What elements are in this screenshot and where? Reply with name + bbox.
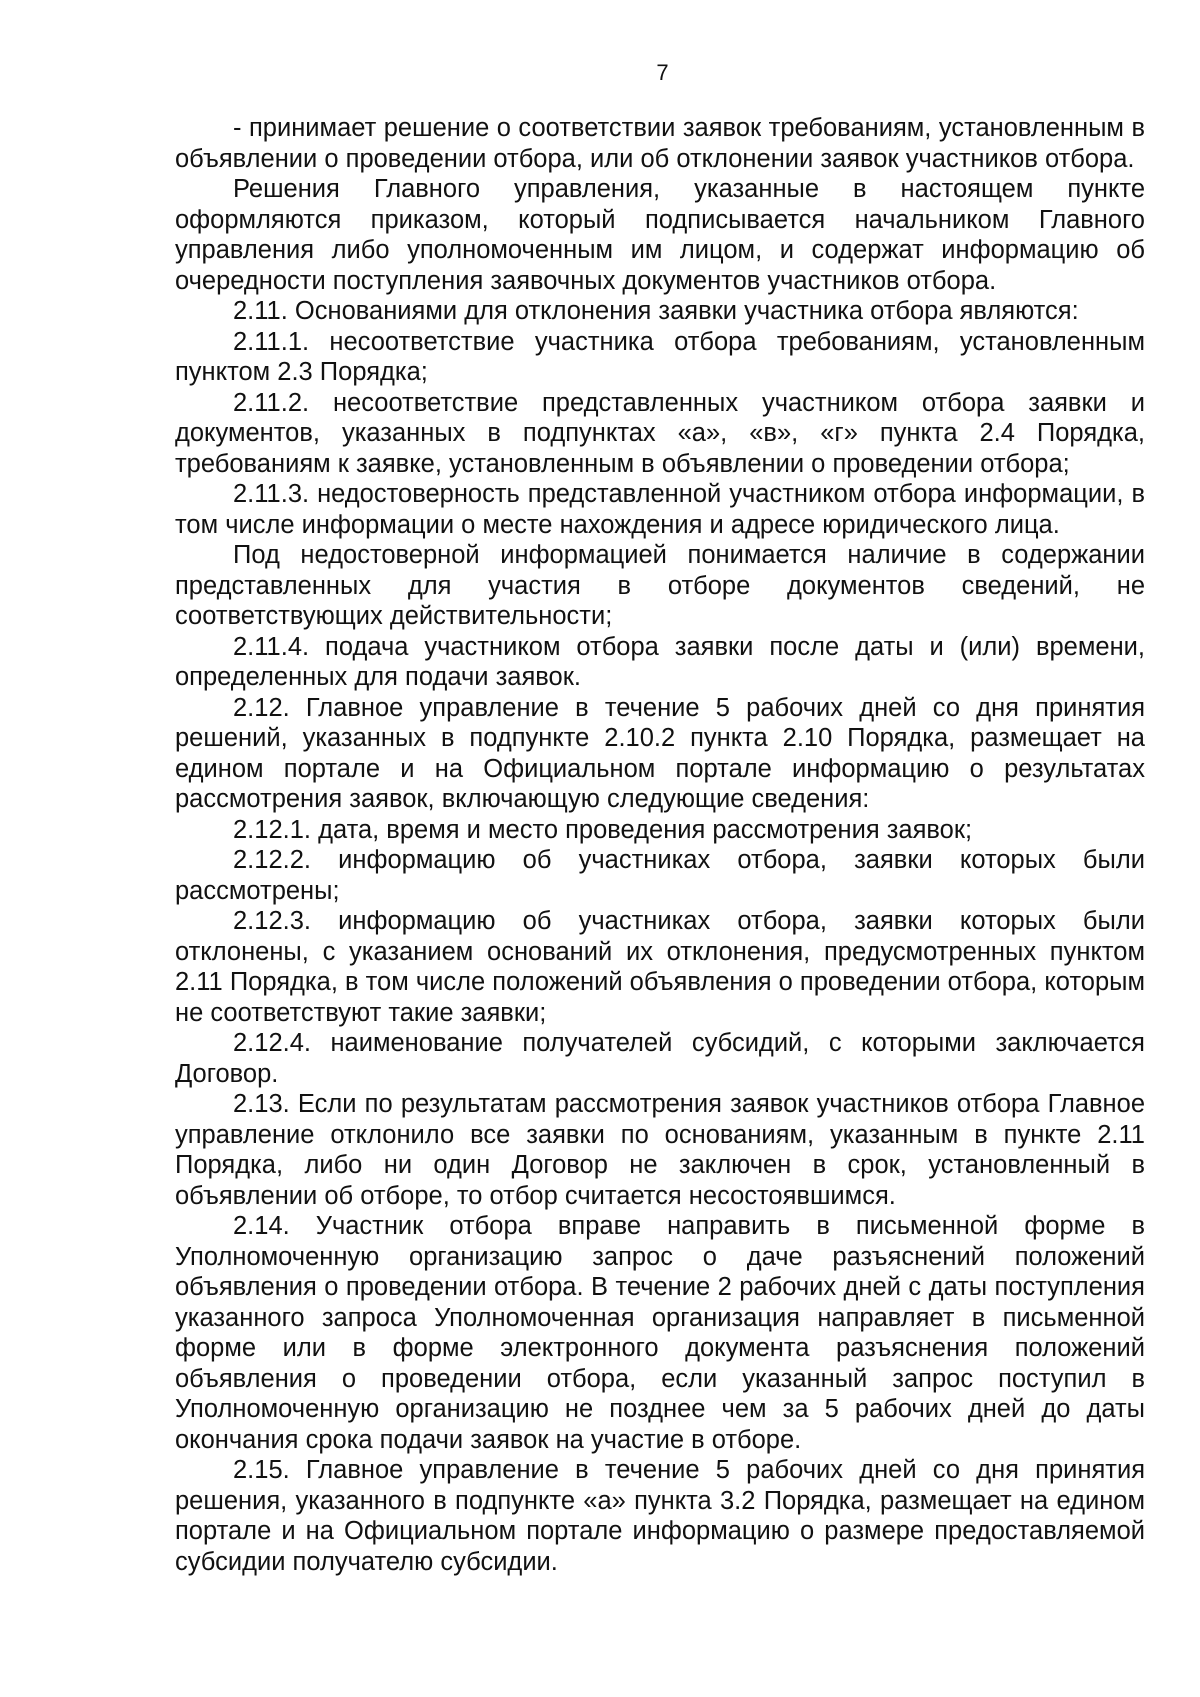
paragraph: 2.11.1. несоответствие участника отбора требованиям, установленным пунктом 2.3 Порядка;	[175, 327, 1145, 386]
paragraph: 2.11.4. подача участником отбора заявки после даты и (или) времени, определенных для подачи заявок.	[175, 632, 1145, 691]
paragraph: 2.12.2. информацию об участниках отбора, заявки которых были рассмотрены;	[175, 846, 1145, 905]
paragraph: 2.14. Участник отбора вправе направить в письменной форме в Уполномоченную организацию запрос о даче разъяснений положений объявления о проведении отбора. В течение 2 рабочих дней с даты поступления указанного запроса Уполномоченная организация направляет в письменной форме или в форме электронного документа разъяснения положений объявления о проведении отбора, если указанный запрос поступил в Уполномоченную организацию не позднее чем за 5 рабочих дней до даты окончания срока подачи заявок на участие в отборе.	[175, 1212, 1145, 1454]
paragraph: Решения Главного управления, указанные в настоящем пункте оформляются приказом, который подписывается начальником Главного управления либо уполномоченным им лицом, и содержат информацию об очередности поступления заявочных документов участников отбора.	[175, 175, 1145, 295]
paragraph: 2.11. Основаниями для отклонения заявки участника отбора являются:	[233, 297, 1079, 325]
paragraph: 2.12.4. наименование получателей субсидий, с которыми заключается Договор.	[175, 1029, 1145, 1088]
document-body	[175, 113, 1145, 1577]
paragraph: Под недостоверной информацией понимается наличие в содержании представленных для участия в отборе документов сведений, не соответствующих действительности;	[175, 541, 1145, 630]
paragraph: - принимает решение о соответствии заявок требованиям, установленным в объявлении о проведении отбора, или об отклонении заявок участников отбора.	[175, 114, 1145, 173]
paragraph: 2.12.1. дата, время и место проведения рассмотрения заявок;	[233, 815, 973, 844]
paragraph: 2.13. Если по результатам рассмотрения заявок участников отбора Главное управление отклонило все заявки по основаниям, указанным в пункте 2.11 Порядка, либо ни один Договор не заключен в срок, установленный в объявлении об отборе, то отбор считается несостоявшимся.	[175, 1090, 1145, 1210]
paragraph: 2.15. Главное управление в течение 5 рабочих дней со дня принятия решения, указанного в подпункте «а» пункта 3.2 Порядка, размещает на едином портале и на Официальном портале информацию о размере предоставляемой субсидии получателю субсидии.	[175, 1456, 1145, 1576]
paragraph: 2.11.3. недостоверность представленной участником отбора информации, в том числе информации о месте нахождения и адресе юридического лица.	[175, 480, 1145, 539]
paragraph: 2.11.2. несоответствие представленных участником отбора заявки и документов, указанных в подпунктах «а», «в», «г» пункта 2.4 Порядка, требованиям к заявке, установленным в объявлении о проведении отбора;	[175, 388, 1145, 478]
paragraph: 2.12.3. информацию об участниках отбора, заявки которых были отклонены, с указанием оснований их отклонения, предусмотренных пунктом 2.11 Порядка, в том числе положений объявления о проведении отбора, которым не соответствуют такие заявки;	[175, 907, 1145, 1027]
paragraph: 2.12. Главное управление в течение 5 рабочих дней со дня принятия решений, указанных в подпункте 2.10.2 пункта 2.10 Порядка, размещает на едином портале и на Официальном портале информацию о результатах рассмотрения заявок, включающую следующие сведения:	[175, 693, 1145, 813]
page-number: 7	[656, 60, 669, 85]
